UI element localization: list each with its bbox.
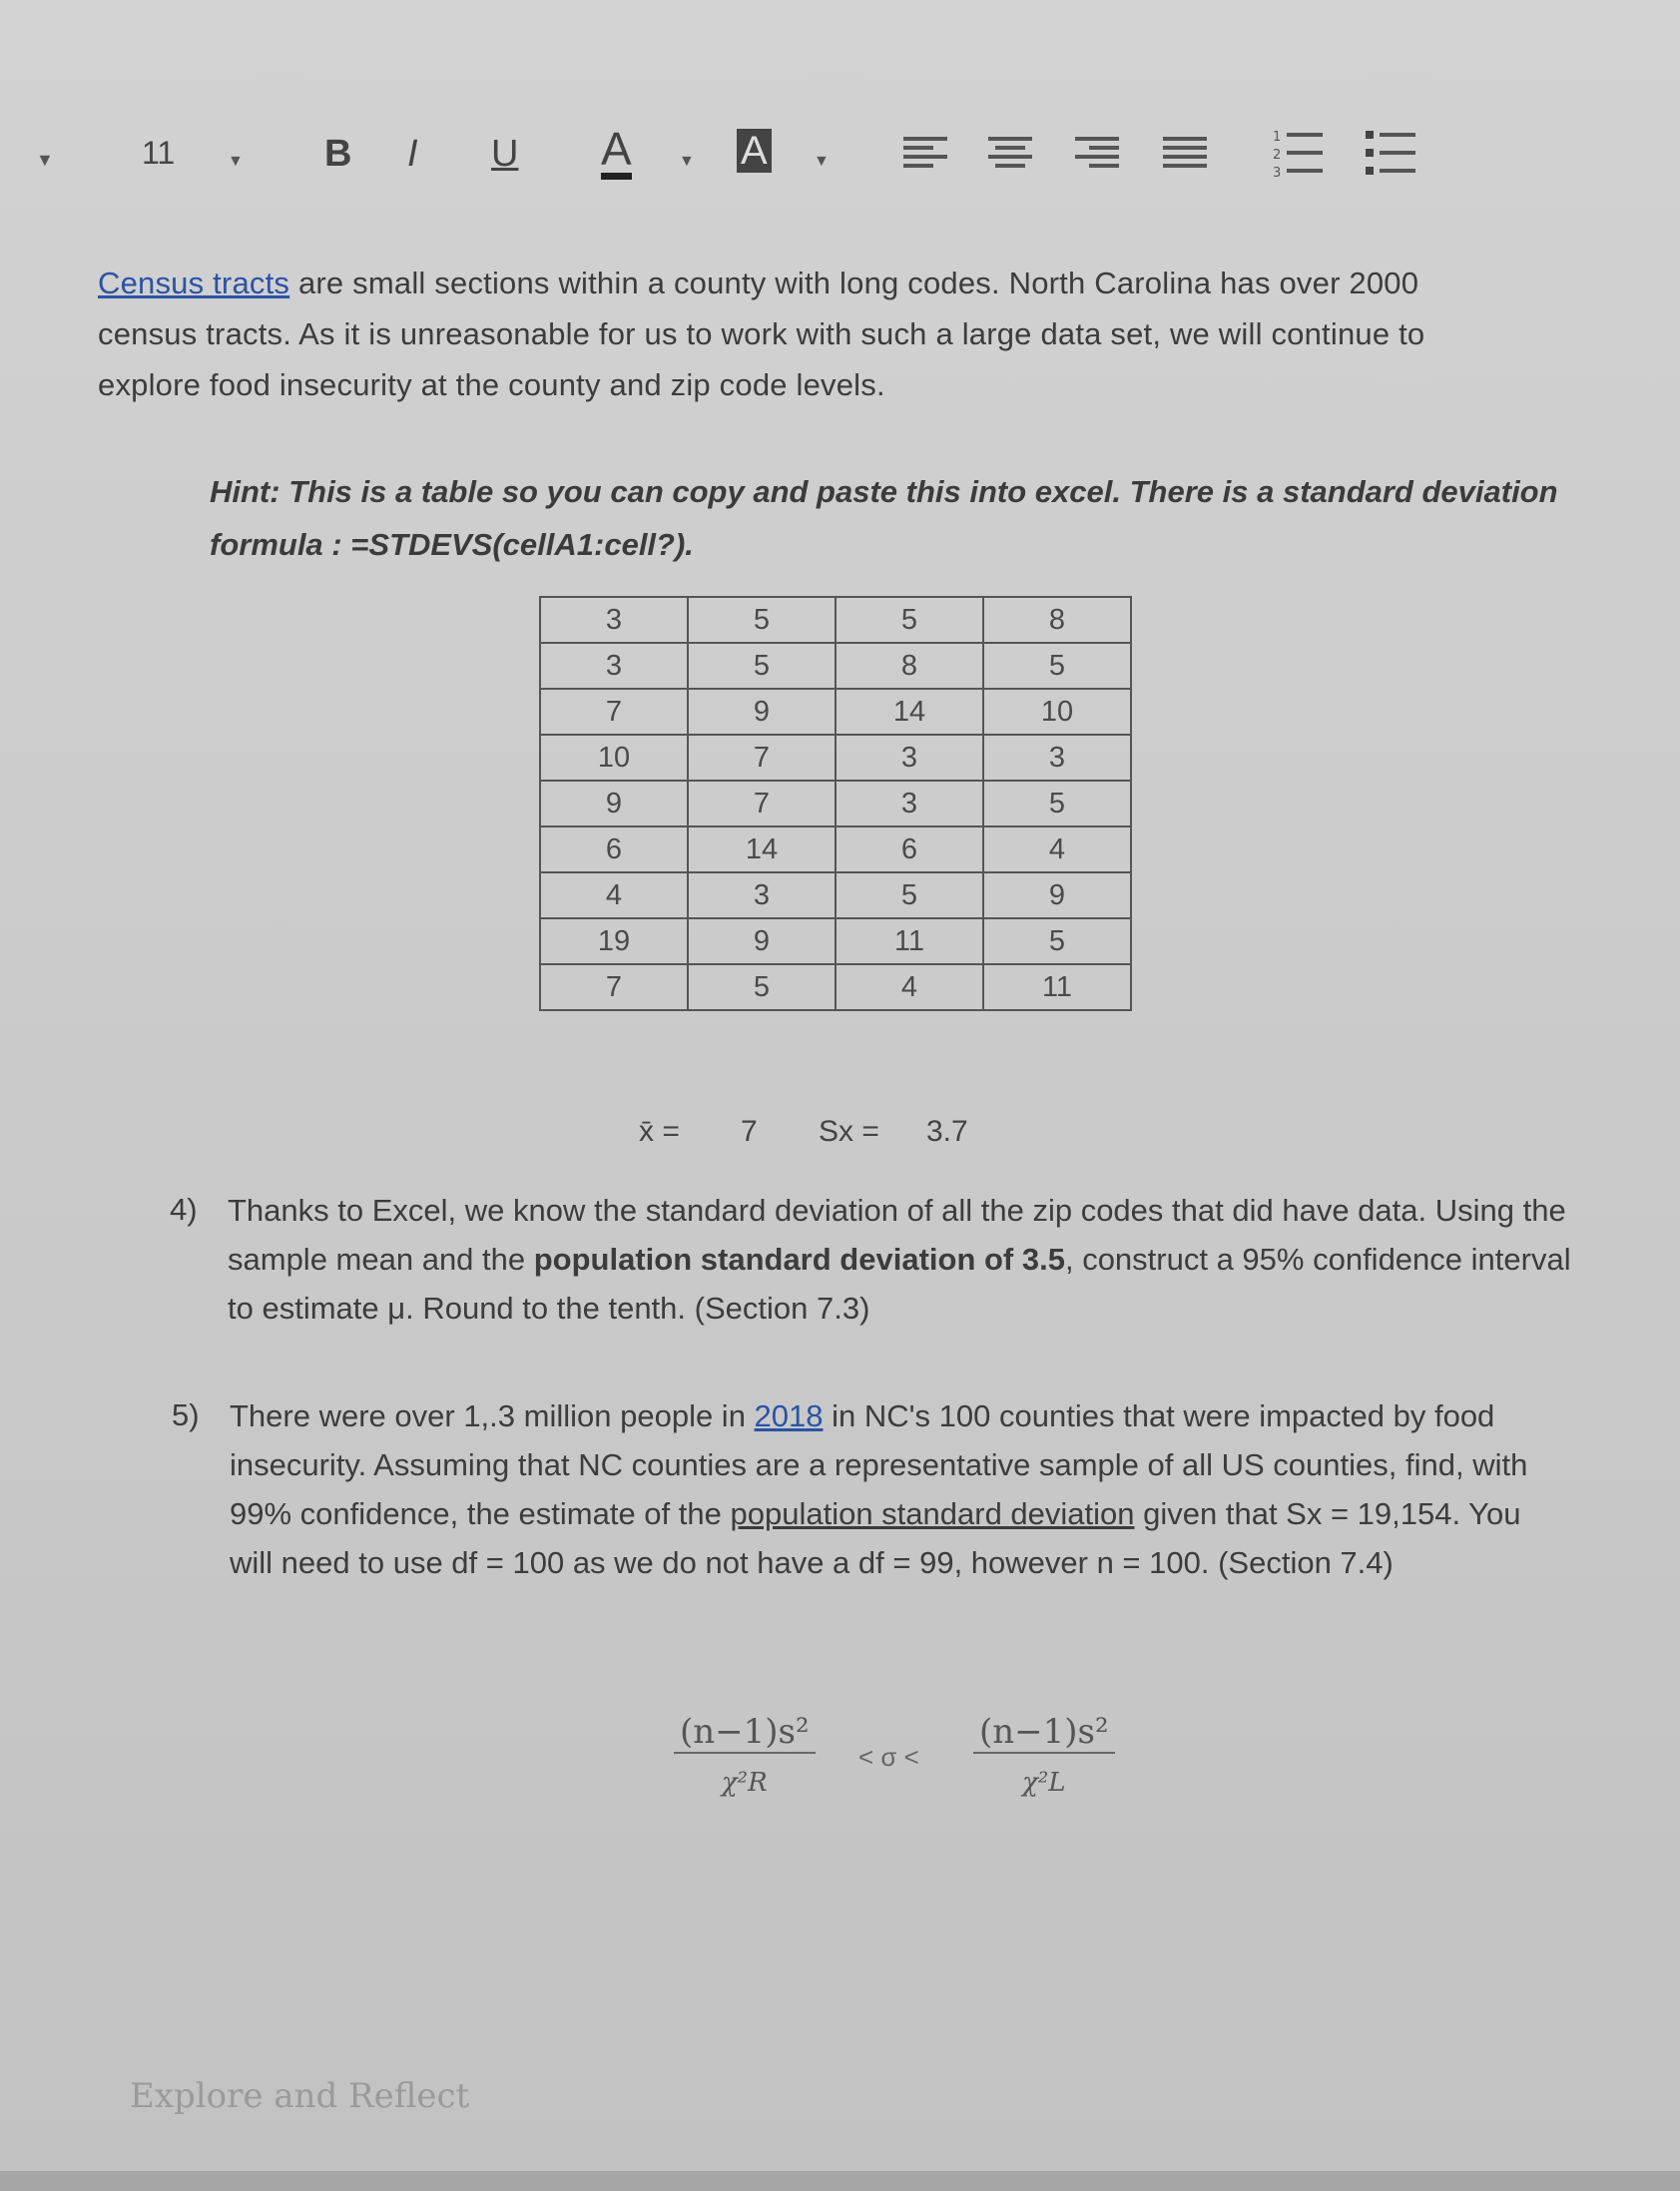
table-row	[540, 689, 1131, 735]
q4-text-b: , construct a 95% confidence interval to estimate μ. Round to the tenth. (Section 7.3)	[228, 1242, 1571, 1326]
bold-button[interactable]: B	[324, 133, 352, 175]
question-5-text	[230, 1391, 1572, 1587]
table-cell[interactable]: 5	[688, 643, 836, 689]
font-size-dropdown-icon[interactable]: ▼	[228, 153, 244, 170]
table-row	[540, 643, 1131, 689]
sx-label: Sx =	[819, 1115, 879, 1148]
table-cell[interactable]: 5	[983, 918, 1131, 964]
census-tracts-link[interactable]: Census tracts	[98, 266, 290, 300]
table-cell[interactable]: 3	[688, 872, 836, 918]
align-justify-icon[interactable]	[1163, 137, 1207, 179]
table-row	[540, 964, 1131, 1010]
year-2018-link[interactable]: 2018	[754, 1398, 824, 1433]
question-4-number: 4)	[170, 1192, 198, 1227]
table-cell[interactable]: 4	[540, 872, 688, 918]
bullet-list-icon[interactable]	[1366, 125, 1417, 185]
table-cell[interactable]: 9	[540, 781, 688, 826]
table-cell[interactable]: 9	[688, 918, 836, 964]
left-numerator: (n−1)s²	[674, 1712, 816, 1754]
table-row	[540, 826, 1131, 872]
table-cell[interactable]: 10	[540, 735, 688, 781]
table-cell[interactable]: 3	[540, 643, 688, 689]
table-cell[interactable]: 5	[836, 597, 983, 643]
table-cell[interactable]: 3	[836, 781, 983, 826]
highlight-dropdown-icon[interactable]: ▼	[814, 153, 830, 170]
svg-text:1: 1	[1273, 130, 1282, 145]
table-cell[interactable]: 4	[983, 826, 1131, 872]
table-cell[interactable]: 11	[983, 964, 1131, 1010]
highlight-button[interactable]: A	[737, 129, 772, 173]
table-cell[interactable]: 8	[836, 643, 983, 689]
align-center-icon[interactable]	[988, 137, 1032, 179]
data-table[interactable]	[539, 596, 1132, 1011]
table-cell[interactable]: 5	[688, 964, 836, 1010]
intro-paragraph	[98, 258, 1515, 410]
table-row	[540, 597, 1131, 643]
left-denominator: χ²R	[721, 1768, 768, 1798]
confidence-interval-formula	[654, 1702, 1153, 1872]
table-cell[interactable]: 3	[836, 735, 983, 781]
section-footer-title: Explore and Reflect	[130, 2076, 470, 2116]
mean-value: 7	[741, 1115, 758, 1148]
table-cell[interactable]: 11	[836, 918, 983, 964]
table-cell[interactable]: 5	[983, 643, 1131, 689]
right-fraction	[973, 1712, 1115, 1798]
table-cell[interactable]: 6	[836, 826, 983, 872]
table-cell[interactable]: 4	[836, 964, 983, 1010]
font-size-select[interactable]: 11	[142, 135, 176, 171]
table-cell[interactable]: 7	[688, 735, 836, 781]
q4-text-a: Thanks to Excel, we know the standard deviation of all the zip codes that did have data. Using the sample mean and the	[228, 1193, 1566, 1277]
table-cell[interactable]: 5	[983, 781, 1131, 826]
svg-text:2: 2	[1273, 148, 1282, 163]
table-cell[interactable]: 7	[688, 781, 836, 826]
sx-value: 3.7	[926, 1115, 968, 1148]
align-right-icon[interactable]	[1075, 137, 1119, 179]
table-cell[interactable]: 3	[983, 735, 1131, 781]
q5-text-c: given that Sx = 19,154. You will need to use df = 100 as we do not have a df = 99, however n = 100. (Section 7.4)	[230, 1496, 1521, 1580]
table-cell[interactable]: 10	[983, 689, 1131, 735]
question-4-text	[228, 1186, 1575, 1333]
svg-text:3: 3	[1273, 166, 1282, 181]
align-left-icon[interactable]	[903, 137, 947, 179]
table-cell[interactable]: 9	[688, 689, 836, 735]
underline-button[interactable]: U	[491, 133, 519, 175]
formula-middle: < σ <	[858, 1742, 919, 1772]
table-row	[540, 872, 1131, 918]
table-cell[interactable]: 8	[983, 597, 1131, 643]
left-fraction	[674, 1712, 816, 1798]
intro-text: are small sections within a county with long codes. North Carolina has over 2000 census tracts. As it is unreasonable for us to work with such a large data set, we will continue to explore food insecurity at the county and zip code levels.	[98, 266, 1425, 402]
table-cell[interactable]: 7	[540, 964, 688, 1010]
collapse-caret-icon[interactable]: ▼	[36, 150, 54, 170]
table-cell[interactable]: 14	[836, 689, 983, 735]
table-row	[540, 735, 1131, 781]
bottom-edge	[0, 2171, 1680, 2191]
numbered-list-icon[interactable]	[1273, 125, 1325, 185]
table-cell[interactable]: 5	[836, 872, 983, 918]
question-5-number: 5)	[172, 1397, 200, 1432]
font-color-button[interactable]: A	[601, 125, 632, 180]
right-numerator: (n−1)s²	[973, 1712, 1115, 1754]
table-row	[540, 781, 1131, 826]
q4-bold-text: population standard deviation of 3.5	[533, 1242, 1065, 1277]
italic-button[interactable]: I	[407, 133, 418, 175]
table-cell[interactable]: 3	[540, 597, 688, 643]
mean-label: x̄ =	[639, 1115, 680, 1148]
table-row	[540, 918, 1131, 964]
table-cell[interactable]: 14	[688, 826, 836, 872]
q5-text-a: There were over 1,.3 million people in	[230, 1398, 755, 1433]
right-denominator: χ²L	[1022, 1768, 1066, 1798]
table-cell[interactable]: 9	[983, 872, 1131, 918]
table-cell[interactable]: 7	[540, 689, 688, 735]
table-cell[interactable]: 6	[540, 826, 688, 872]
q5-text-b: in NC's 100 counties that were impacted by food insecurity. Assuming that NC counties are a representative sample of all US counties, find, with 99% confidence, the estimate of the	[230, 1398, 1528, 1531]
table-cell[interactable]: 5	[688, 597, 836, 643]
hint-text: Hint: This is a table so you can copy and paste this into excel. There is a standard deviation formula : =STDEVS(cellA1:cell?).	[210, 474, 1558, 562]
q5-underlined-text: population standard deviation	[730, 1496, 1135, 1531]
table-cell[interactable]: 19	[540, 918, 688, 964]
font-color-dropdown-icon[interactable]: ▼	[679, 153, 695, 170]
formatting-toolbar	[0, 95, 1680, 215]
